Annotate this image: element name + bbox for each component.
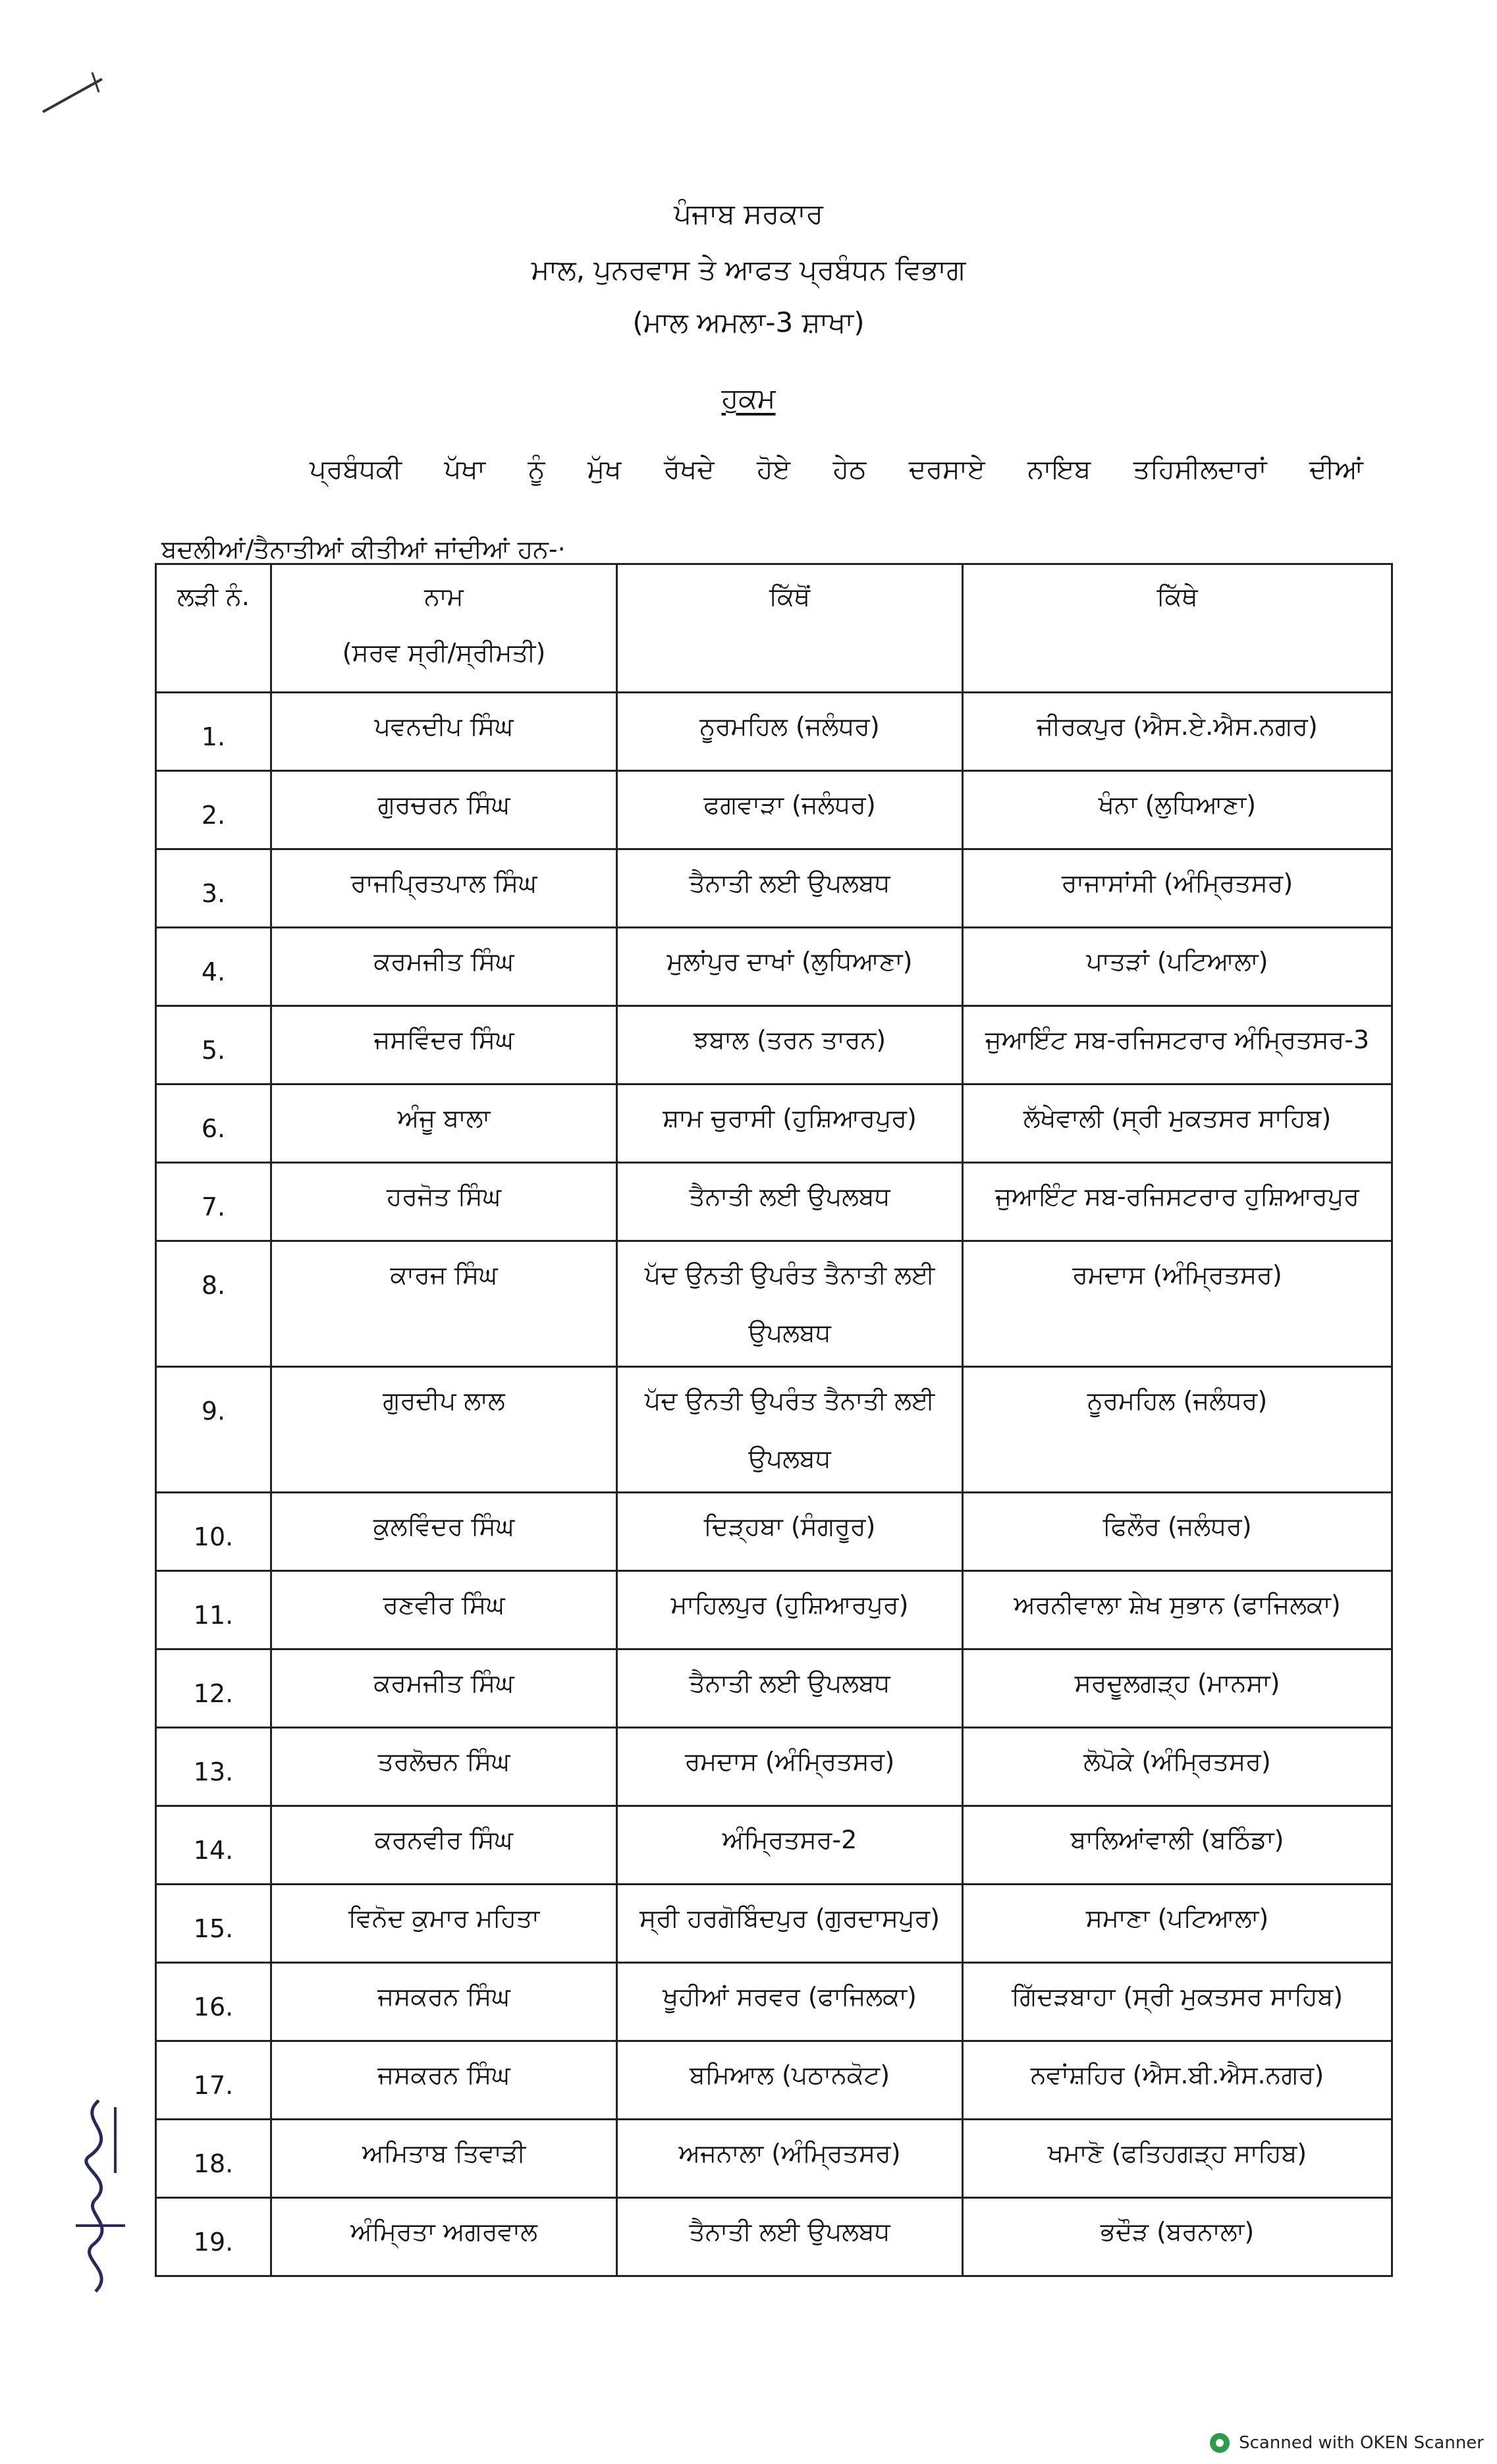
cell-from: ਫਗਵਾੜਾ (ਜਲੰਧਰ) — [617, 771, 963, 849]
cell-name: ਵਿਨੋਦ ਕੁਮਾਰ ਮਹਿਤਾ — [271, 1885, 617, 1963]
cell-from: ਮਾਹਿਲਪੁਰ (ਹੁਸ਼ਿਆਰਪੁਰ) — [617, 1571, 963, 1649]
header-to — [963, 564, 1392, 693]
table-row — [156, 1163, 1392, 1241]
table-row — [156, 2120, 1392, 2198]
header-from-label: ਕਿੱਥੋਂ — [769, 582, 811, 611]
header-name — [271, 564, 617, 693]
cell-serial-no: 19. — [156, 2198, 271, 2276]
intro-text-continued: ਬਦਲੀਆਂ/ਤੈਨਾਤੀਆਂ ਕੀਤੀਆਂ ਜਾਂਦੀਆਂ ਹਨ-· — [161, 535, 566, 564]
cell-serial-no: 14. — [156, 1806, 271, 1885]
cell-serial-no: 16. — [156, 1963, 271, 2041]
table-row — [156, 928, 1392, 1006]
table-row — [156, 1571, 1392, 1649]
cell-to: ਜੁਆਇੰਟ ਸਬ-ਰਜਿਸਟਰਾਰ ਅੰਮ੍ਰਿਤਸਰ-3 — [963, 1006, 1392, 1085]
cell-to: ਖੰਨਾ (ਲੁਧਿਆਣਾ) — [963, 771, 1392, 849]
cell-serial-no: 18. — [156, 2120, 271, 2198]
cell-name: ਰਣਵੀਰ ਸਿੰਘ — [271, 1571, 617, 1649]
cell-to: ਨੂਰਮਹਿਲ (ਜਲੰਧਰ) — [963, 1367, 1392, 1493]
cell-from: ਤੈਨਾਤੀ ਲਈ ਉਪਲਬਧ — [617, 1163, 963, 1241]
cell-name: ਤਰਲੋਚਨ ਸਿੰਘ — [271, 1728, 617, 1806]
cell-to: ਪਾਤੜਾਂ (ਪਟਿਆਲਾ) — [963, 928, 1392, 1006]
cell-name: ਜਸਕਰਨ ਸਿੰਘ — [271, 2041, 617, 2120]
header-serial-label: ਲੜੀ ਨੰ. — [177, 582, 250, 611]
cell-name: ਕਾਰਜ ਸਿੰਘ — [271, 1241, 617, 1367]
table-row — [156, 1006, 1392, 1085]
cell-name: ਰਾਜਪ੍ਰਿਤਪਾਲ ਸਿੰਘ — [271, 849, 617, 928]
oken-scanner-icon — [1210, 2433, 1230, 2453]
cell-from: ਸ੍ਰੀ ਹਰਗੋਬਿੰਦਪੁਰ (ਗੁਰਦਾਸਪੁਰ) — [617, 1885, 963, 1963]
cell-to: ਸਮਾਣਾ (ਪਟਿਆਲਾ) — [963, 1885, 1392, 1963]
cell-from: ਝਬਾਲ (ਤਰਨ ਤਾਰਨ) — [617, 1006, 963, 1085]
cell-serial-no: 10. — [156, 1493, 271, 1571]
cell-from: ਤੈਨਾਤੀ ਲਈ ਉਪਲਬਧ — [617, 849, 963, 928]
header-from — [617, 564, 963, 693]
cell-to: ਰਮਦਾਸ (ਅੰਮ੍ਰਿਤਸਰ) — [963, 1241, 1392, 1367]
cell-to: ਖਮਾਣੋ (ਫਤਿਹਗੜ੍ਹ ਸਾਹਿਬ) — [963, 2120, 1392, 2198]
cell-name: ਹਰਜੋਤ ਸਿੰਘ — [271, 1163, 617, 1241]
cell-name: ਅਮਿਤਾਬ ਤਿਵਾੜੀ — [271, 2120, 617, 2198]
table-row — [156, 1963, 1392, 2041]
cell-from: ਨੂਰਮਹਿਲ (ਜਲੰਧਰ) — [617, 693, 963, 771]
cell-from: ਅਜਨਾਲਾ (ਅੰਮ੍ਰਿਤਸਰ) — [617, 2120, 963, 2198]
scanner-watermark — [1210, 2433, 1484, 2453]
cell-serial-no: 7. — [156, 1163, 271, 1241]
cell-to: ਫਿਲੌਰ (ਜਲੰਧਰ) — [963, 1493, 1392, 1571]
table-row — [156, 1728, 1392, 1806]
department-name: ਮਾਲ, ਪੁਨਰਵਾਸ ਤੇ ਆਫਤ ਪ੍ਰਬੰਧਨ ਵਿਭਾਗ — [531, 254, 966, 286]
branch-name: (ਮਾਲ ਅਮਲਾ-3 ਸ਼ਾਖਾ) — [632, 306, 865, 338]
cell-to: ਲੋਪੋਕੇ (ਅੰਮ੍ਰਿਤਸਰ) — [963, 1728, 1392, 1806]
cell-from: ਤੈਨਾਤੀ ਲਈ ਉਪਲਬਧ — [617, 2198, 963, 2276]
cell-to: ਜੀਰਕਪੁਰ (ਐਸ.ਏ.ਐਸ.ਨਗਰ) — [963, 693, 1392, 771]
government-name: ਪੰਜਾਬ ਸਰਕਾਰ — [674, 198, 823, 230]
cell-name: ਕਰਮਜੀਤ ਸਿੰਘ — [271, 1649, 617, 1728]
cell-to: ਬਾਲਿਆਂਵਾਲੀ (ਬਠਿੰਡਾ) — [963, 1806, 1392, 1885]
cell-to: ਗਿੱਦੜਬਾਹਾ (ਸ੍ਰੀ ਮੁਕਤਸਰ ਸਾਹਿਬ) — [963, 1963, 1392, 2041]
cell-from: ਸ਼ਾਮ ਚੁਰਾਸੀ (ਹੁਸ਼ਿਆਰਪੁਰ) — [617, 1085, 963, 1163]
cell-to: ਭਦੌੜ (ਬਰਨਾਲਾ) — [963, 2198, 1392, 2276]
cell-serial-no: 3. — [156, 849, 271, 928]
cell-from: ਪੱਦ ਉਨਤੀ ਉਪਰੰਤ ਤੈਨਾਤੀ ਲਈ ਉਪਲਬਧ — [617, 1367, 963, 1493]
cell-name: ਪਵਨਦੀਪ ਸਿੰਘ — [271, 693, 617, 771]
table-row — [156, 1241, 1392, 1367]
scanner-label: Scanned with OKEN Scanner — [1239, 2433, 1484, 2453]
cell-serial-no: 17. — [156, 2041, 271, 2120]
cell-serial-no: 13. — [156, 1728, 271, 1806]
cell-to: ਲੱਖੇਵਾਲੀ (ਸ੍ਰੀ ਮੁਕਤਸਰ ਸਾਹਿਬ) — [963, 1085, 1392, 1163]
cell-name: ਜਸਕਰਨ ਸਿੰਘ — [271, 1963, 617, 2041]
cell-serial-no: 1. — [156, 693, 271, 771]
cell-name: ਕਰਮਜੀਤ ਸਿੰਘ — [271, 928, 617, 1006]
cell-name: ਜਸਵਿੰਦਰ ਸਿੰਘ — [271, 1006, 617, 1085]
cell-to: ਰਾਜਾਸਾਂਸੀ (ਅੰਮ੍ਰਿਤਸਰ) — [963, 849, 1392, 928]
cell-from: ਬਮਿਆਲ (ਪਠਾਨਕੋਟ) — [617, 2041, 963, 2120]
cell-serial-no: 9. — [156, 1367, 271, 1493]
cell-serial-no: 6. — [156, 1085, 271, 1163]
cell-name: ਗੁਰਚਰਨ ਸਿੰਘ — [271, 771, 617, 849]
cell-name: ਕਰਨਵੀਰ ਸਿੰਘ — [271, 1806, 617, 1885]
table-row — [156, 693, 1392, 771]
cell-serial-no: 2. — [156, 771, 271, 849]
cell-serial-no: 4. — [156, 928, 271, 1006]
cell-from: ਖੂਹੀਆਂ ਸਰਵਰ (ਫਾਜਿਲਕਾ) — [617, 1963, 963, 2041]
cell-name: ਕੁਲਵਿੰਦਰ ਸਿੰਘ — [271, 1493, 617, 1571]
table-row — [156, 2198, 1392, 2276]
table-row — [156, 1885, 1392, 1963]
cell-serial-no: 5. — [156, 1006, 271, 1085]
cell-from: ਤੈਨਾਤੀ ਲਈ ਉਪਲਬਧ — [617, 1649, 963, 1728]
table-row — [156, 1367, 1392, 1493]
transfer-table — [155, 563, 1393, 2277]
header-name-label: ਨਾਮ — [424, 582, 464, 611]
cell-name: ਅੰਜੂ ਬਾਲਾ — [271, 1085, 617, 1163]
cell-serial-no: 8. — [156, 1241, 271, 1367]
table-row — [156, 771, 1392, 849]
cell-name: ਅੰਮ੍ਰਿਤਾ ਅਗਰਵਾਲ — [271, 2198, 617, 2276]
cell-to: ਨਵਾਂਸ਼ਹਿਰ (ਐਸ.ਬੀ.ਐਸ.ਨਗਰ) — [963, 2041, 1392, 2120]
order-title: ਹੁਕਮ — [721, 382, 776, 414]
table-row — [156, 1493, 1392, 1571]
cell-to: ਸਰਦੂਲਗੜ੍ਹ (ਮਾਨਸਾ) — [963, 1649, 1392, 1728]
cell-from: ਪੱਦ ਉਨਤੀ ਉਪਰੰਤ ਤੈਨਾਤੀ ਲਈ ਉਪਲਬਧ — [617, 1241, 963, 1367]
cell-serial-no: 15. — [156, 1885, 271, 1963]
cell-to: ਅਰਨੀਵਾਲਾ ਸ਼ੇਖ ਸੁਭਾਨ (ਫਾਜਿਲਕਾ) — [963, 1571, 1392, 1649]
header-to-label: ਕਿੱਥੇ — [1157, 582, 1198, 611]
header-name-sublabel: (ਸਰਵ ਸ੍ਰੀ/ਸ੍ਰੀਮਤੀ) — [342, 638, 546, 667]
cell-from: ਦਿੜ੍ਹਬਾ (ਸੰਗਰੂਰ) — [617, 1493, 963, 1571]
header-serial-no — [156, 564, 271, 693]
cell-from: ਮੁਲਾਂਪੁਰ ਦਾਖਾਂ (ਲੁਧਿਆਣਾ) — [617, 928, 963, 1006]
cell-to: ਜੁਆਇੰਟ ਸਬ-ਰਜਿਸਟਰਾਰ ਹੁਸ਼ਿਆਰਪੁਰ — [963, 1163, 1392, 1241]
table-row — [156, 1806, 1392, 1885]
table-row — [156, 2041, 1392, 2120]
handwritten-signature — [63, 2094, 135, 2311]
cell-serial-no: 11. — [156, 1571, 271, 1649]
cell-from: ਰਮਦਾਸ (ਅੰਮ੍ਰਿਤਸਰ) — [617, 1728, 963, 1806]
pen-mark — [36, 66, 115, 125]
table-header-row — [156, 564, 1392, 693]
cell-name: ਗੁਰਦੀਪ ਲਾਲ — [271, 1367, 617, 1493]
table-row — [156, 1649, 1392, 1728]
table-row — [156, 1085, 1392, 1163]
intro-text: ਪ੍ਰਬੰਧਕੀ ਪੱਖਾ ਨੂੰ ਮੁੱਖ ਰੱਖਦੇ ਹੋਏ ਹੇਠ ਦਰਸਾਏ ਨਾਇਬ ਤਹਿਸੀਲਦਾਰਾਂ ਦੀਆਂ — [310, 454, 1363, 485]
table-row — [156, 849, 1392, 928]
cell-serial-no: 12. — [156, 1649, 271, 1728]
cell-from: ਅੰਮ੍ਰਿਤਸਰ-2 — [617, 1806, 963, 1885]
